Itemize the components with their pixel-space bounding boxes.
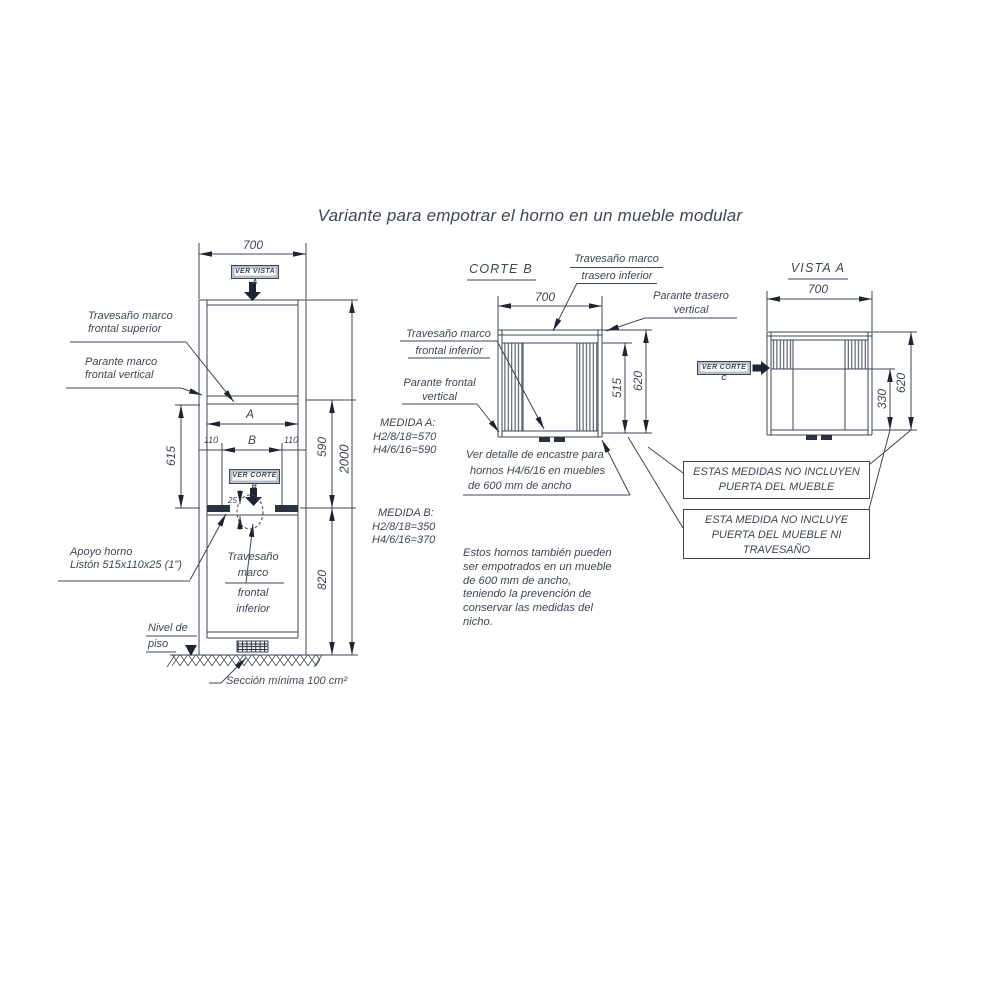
label-apoyo-horno: Apoyo horno Listón 515x110x25 (1") [70,546,182,571]
label-parante-frontal-l1: Parante frontal [403,377,476,389]
dim-700-corte-b: 700 [534,290,556,304]
dim-820: 820 [315,569,329,591]
medida-a-note: MEDIDA A: H2/8/18=570 H4/6/16=590 [373,417,437,456]
ref-ver-corte-c: VER CORTE C [697,361,751,375]
label-frontal-inferior-l1: Travesaño marco [406,328,491,340]
floor-hatch [167,655,322,667]
label-seccion-minima: Sección mínima 100 cm² [226,675,348,687]
dim-110-left: 110 [203,435,219,445]
label-parante-trasero-l2: vertical [673,304,709,316]
dim-330: 330 [875,388,889,410]
label-trasero-inferior-l2: trasero inferior [581,270,653,282]
note-box-medidas: ESTAS MEDIDAS NO INCLUYEN PUERTA DEL MUEBLE [683,461,870,499]
label-travesano-superior: Travesaño marco frontal superior [88,310,173,335]
dim-a-label: A [245,407,254,421]
vent-grille-icon [237,641,268,652]
label-nivel-de: Nivel de [148,622,188,634]
dim-25: 25 [228,496,237,505]
note-box-medida-travesano: ESTA MEDIDA NO INCLUYE PUERTA DEL MUEBLE NI TRAVESAÑO [683,509,870,559]
label-trasero-inferior-l1: Travesaño marco [574,253,659,265]
dim-b-label: B [247,433,256,447]
page-title: Variante para empotrar el horno en un mueble modular [317,206,743,225]
label-parante-trasero-l1: Parante trasero [653,290,729,302]
dim-615: 615 [164,445,178,467]
dim-2000: 2000 [336,444,352,474]
label-travesano-inferior: Travesaño marco [227,551,279,579]
label-piso: piso [148,638,169,650]
dim-590: 590 [315,436,329,458]
front-view-drawing [58,243,358,683]
dim-620-corte-b: 620 [631,370,645,392]
bottom-tab [539,437,550,442]
label-frontal-inferior-l2: frontal inferior [415,345,483,357]
bottom-tab [554,437,565,442]
dim-700-front: 700 [242,238,264,252]
ref-ver-corte-b: VER CORTE B [229,469,280,484]
label-travesano-inferior-cont: frontal inferior [236,587,270,615]
ref-ver-vista-a: VER VISTA A [231,265,279,279]
label-parante-marco: Parante marco frontal vertical [85,356,158,381]
dim-620-vista-a: 620 [894,372,908,394]
bottom-tab [806,435,817,440]
vista-a-title: VISTA A [790,261,846,275]
medida-b-note: MEDIDA B: H2/8/18=350 H4/6/16=370 [372,507,436,546]
label-parante-frontal-l2: vertical [422,391,457,403]
floor-level-arrow-icon [185,645,197,656]
ver-detalle-note: Ver detalle de encastre para hornos H4/6/16 en muebles de 600 mm de ancho [466,449,606,493]
dim-110-right: 110 [283,435,299,445]
bottom-tab [821,435,832,440]
dim-700-vista-a: 700 [807,282,829,296]
oven-support-right [275,505,298,512]
corte-b-title: CORTE B [469,262,533,276]
estos-hornos-note: Estos hornos también pueden ser empotrados en un mueble de 600 mm de ancho, teniendo la prevención de conservar las medidas del nicho. [463,547,612,628]
oven-support-left [207,505,230,512]
dim-515: 515 [610,377,624,399]
